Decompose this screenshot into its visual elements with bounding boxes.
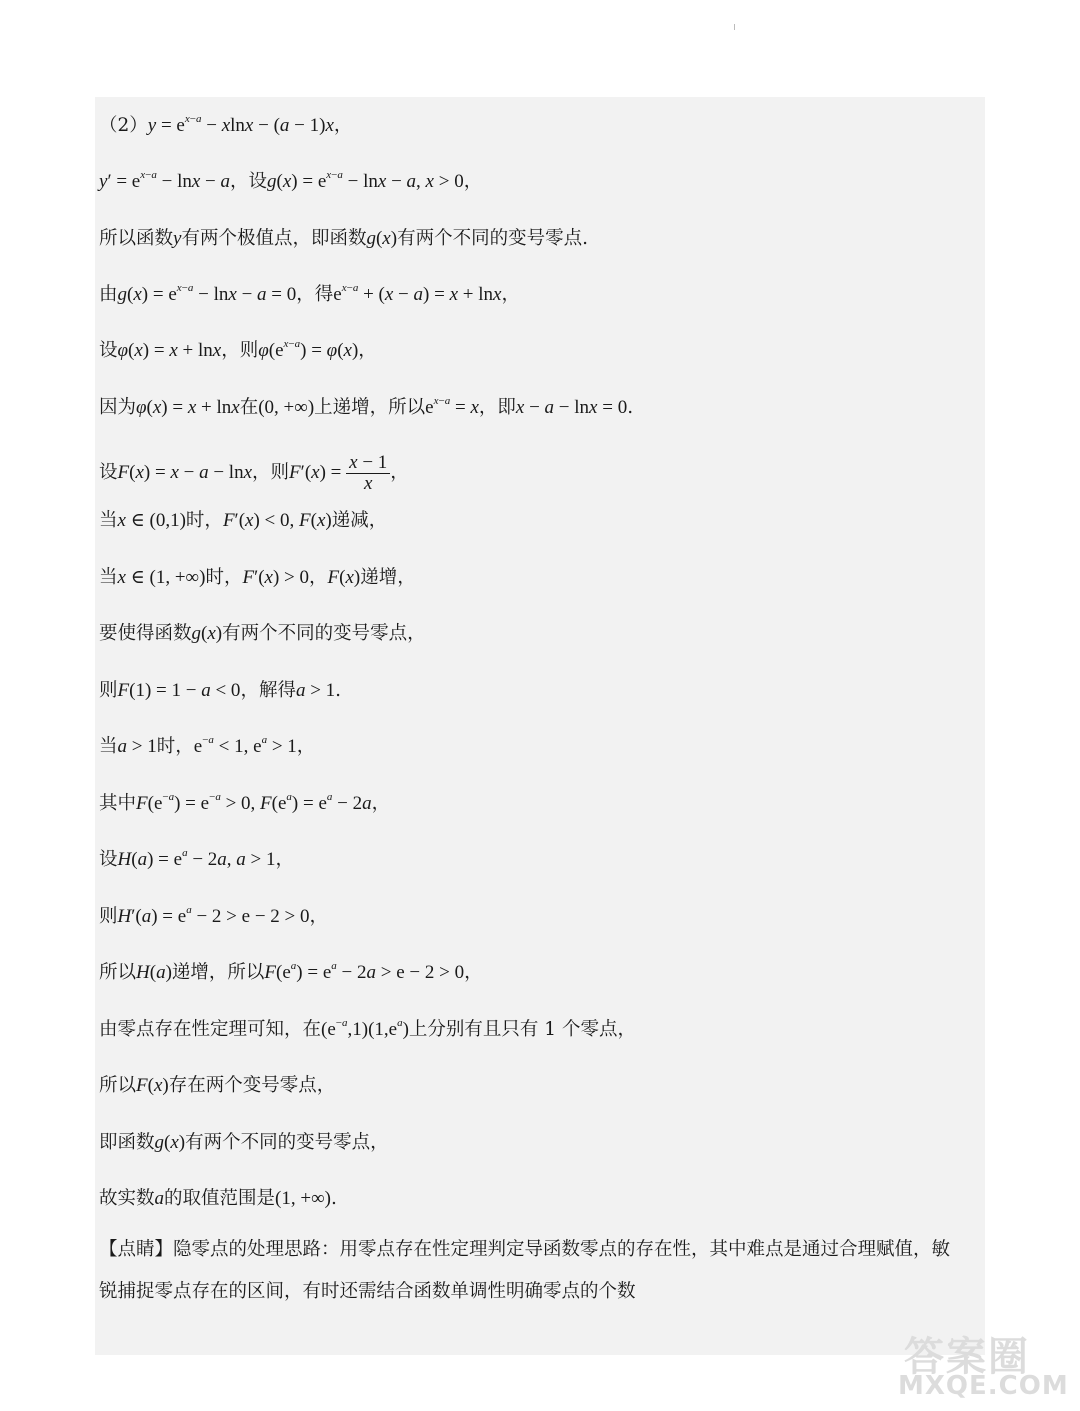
solution-line: $(2)y = e^{x-a} - xlnx - (a - 1)x$， [99,113,353,136]
solution-line: 所以函数y有两个极值点，即函数g(x)有两个不同的变号零点. [99,228,588,249]
solution-line: 则F(1) = 1 − a < 0，解得a > 1. [99,680,342,701]
solution-line: 其中$F(e^{-a}) = e^{-a} > 0$, $F(e^a) = e^a - 2a$， [99,791,391,814]
solution-line: 由零点存在性定理可知，在$(e^{-a},1)(1,e^a)$上分别有且只有 1 个零点， [99,1017,636,1040]
solution-line: 设$H(a) = e^a - 2a$, a > 1， [99,847,295,870]
solution-line: 因为φ(x) = x + lnx在(0, +∞)上递增，所以$e^{x-a} = x$，即x − a − lnx = 0. [99,395,634,418]
solution-line: $y' = e^{x-a} - \ln x - a$，设$g(x) = e^{x-a} - \ln x - a$, x > 0， [99,169,483,192]
solution-line: 即函数g(x)有两个不同的变号零点， [99,1132,389,1153]
watermark-title: 答案圈 [904,1334,1030,1380]
solution-line: 锐捕捉零点存在的区间，有时还需结合函数单调性明确零点的个数 [99,1281,636,1302]
page-mark [734,24,735,30]
solution-line: 当x ∈ (1, +∞)时，F′(x) > 0，F(x)递增， [99,567,416,588]
solution-line: 当a > 1时，$e^{-a} < 1$, $e^a > 1$， [99,734,316,757]
solution-line: 【点睛】隐零点的处理思路：用零点存在性定理判定导函数零点的存在性，其中难点是通过合理赋值，敏 [99,1239,951,1260]
solution-line: 要使得函数g(x)有两个不同的变号零点， [99,623,426,644]
watermark-site: MXQE.COM [898,1371,1069,1401]
solution-line: 故实数a的取值范围是(1, +∞). [99,1188,337,1209]
solution-line: 当x ∈ (0,1)时，F′(x) < 0, F(x)递减， [99,510,388,531]
solution-line: 所以F(x)存在两个变号零点， [99,1075,336,1096]
solution-line: 所以H(a)递增，所以$F(e^a) = e^a - 2a > e - 2 > 0$， [99,960,483,983]
watermark-logo [898,1325,1069,1403]
solution-line: 则$H'(a) = e^a - 2 > e - 2 > 0$， [99,904,329,927]
solution-line: 由$g(x) = e^{x-a} - \ln x - a = 0$，得$e^{x-a} + (x - a) = x + \ln x$， [99,282,520,305]
solution-line: 设φ(x) = x + lnx，则$\varphi(e^{x-a}) = \varphi(x)$， [99,338,377,361]
solution-line: 设F(x) = x − a − lnx，则F′(x) = $\frac{x - 1}{x}$ ， [99,452,409,494]
